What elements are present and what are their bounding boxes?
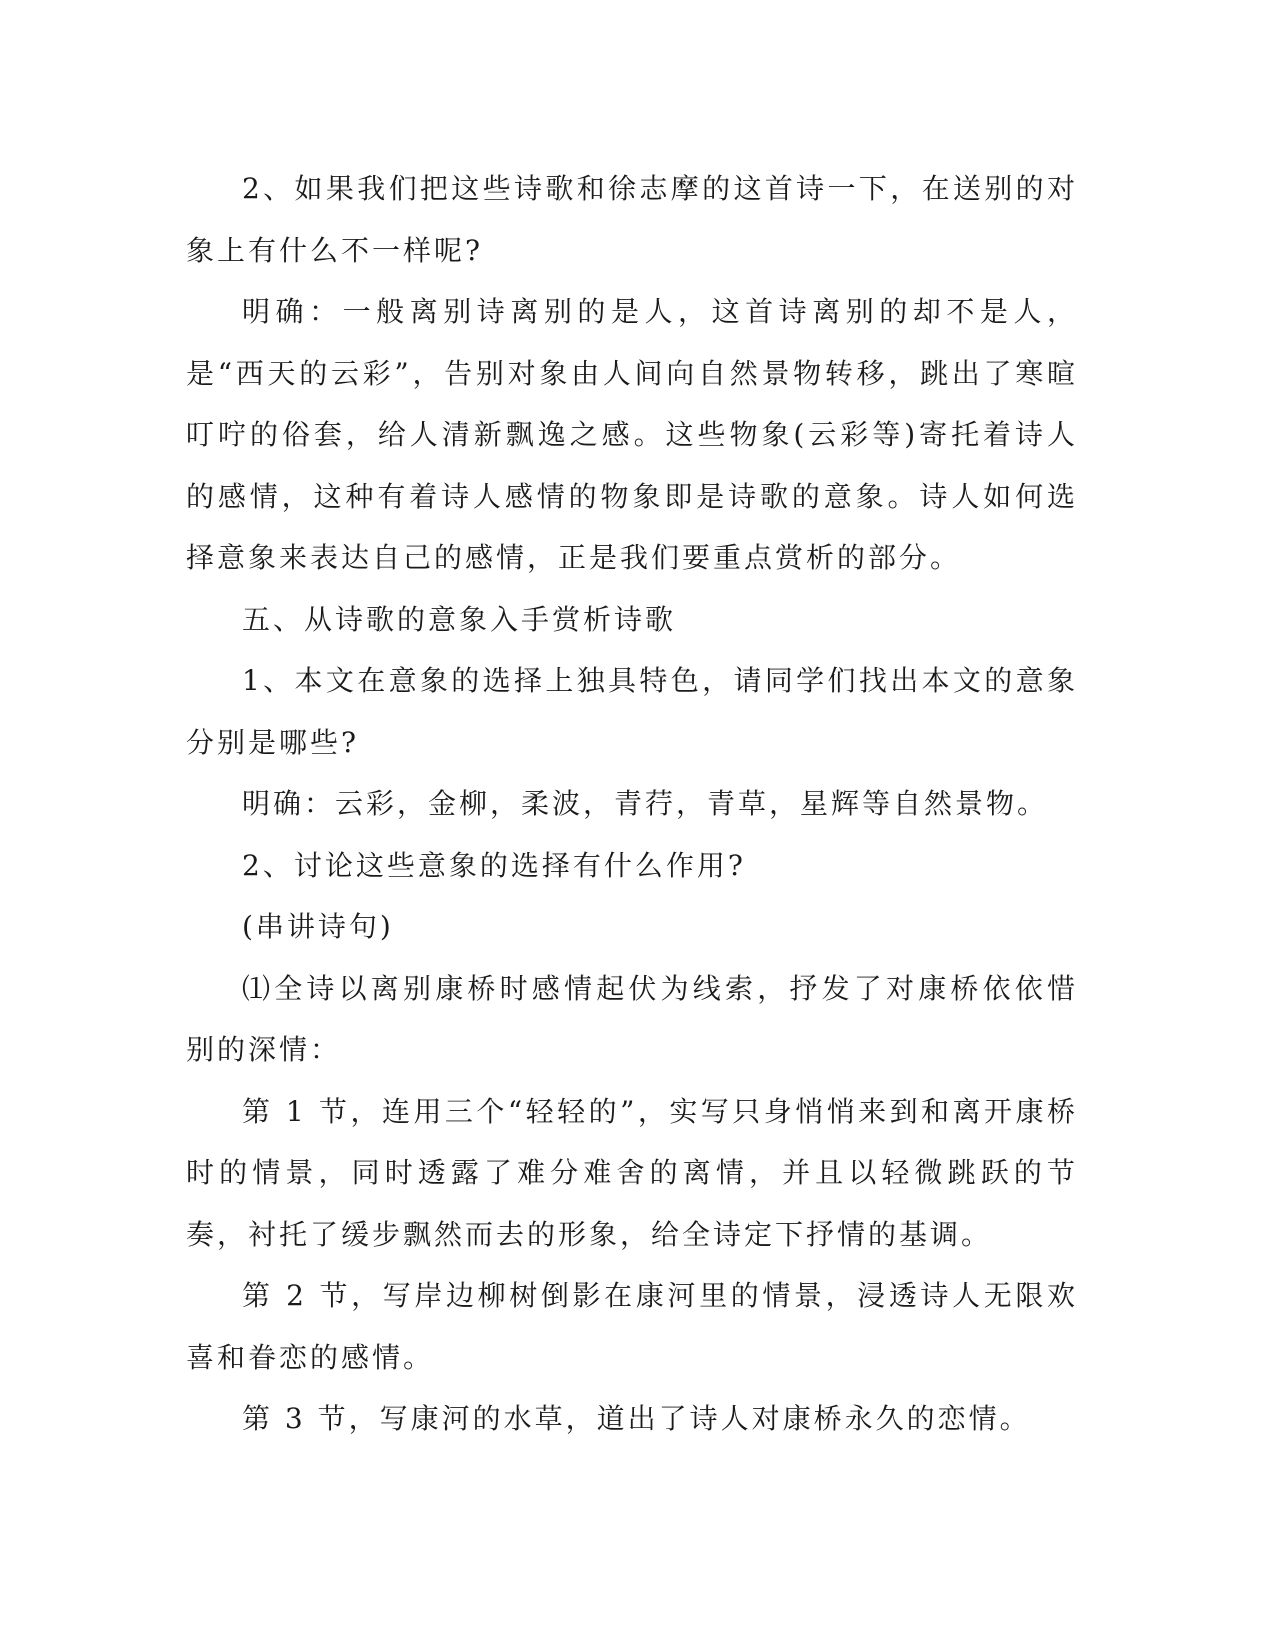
paragraph-stanza-1: 第 1 节，连用三个“轻轻的”，实写只身悄悄来到和离开康桥时的情景，同时透露了难分难舍的离情，并且以轻微跳跃的节奏，衬托了缓步飘然而去的形象，给全诗定下抒情的基调。 bbox=[186, 1094, 1078, 1251]
paragraph-point-1: ⑴全诗以离别康桥时感情起伏为线索，抒发了对康桥依依惜别的深情： bbox=[186, 971, 1078, 1066]
paragraph-question-discussion: 2、讨论这些意象的选择有什么作用? bbox=[242, 848, 746, 882]
paragraph-answer-2: 明确：云彩，金柳，柔波，青荇，青草，星辉等自然景物。 bbox=[242, 787, 1049, 820]
section-heading-5: 五、从诗歌的意象入手赏析诗歌 bbox=[242, 602, 677, 636]
paragraph-stanza-3: 第 3 节，写康河的水草，道出了诗人对康桥永久的恋情。 bbox=[242, 1402, 1031, 1435]
paragraph-question-2: 2、如果我们把这些诗歌和徐志摩的这首诗一下，在送别的对象上有什么不一样呢? bbox=[186, 172, 1078, 267]
paragraph-note: (串讲诗句) bbox=[242, 910, 394, 943]
document-body bbox=[186, 158, 1078, 1450]
paragraph-stanza-2: 第 2 节，写岸边柳树倒影在康河里的情景，浸透诗人无限欢喜和眷恋的感情。 bbox=[186, 1279, 1078, 1374]
paragraph-answer-1: 明确：一般离别诗离别的是人，这首诗离别的却不是人，是“西天的云彩”，告别对象由人间向自然景物转移，跳出了寒暄叮咛的俗套，给人清新飘逸之感。这些物象(云彩等)寄托着诗人的感情，这种有着诗人感情的物象即是诗歌的意象。诗人如何选择意象来表达自己的感情，正是我们要重点赏析的部分。 bbox=[186, 295, 1078, 574]
paragraph-question-1: 1、本文在意象的选择上独具特色，请同学们找出本文的意象分别是哪些? bbox=[186, 664, 1078, 759]
